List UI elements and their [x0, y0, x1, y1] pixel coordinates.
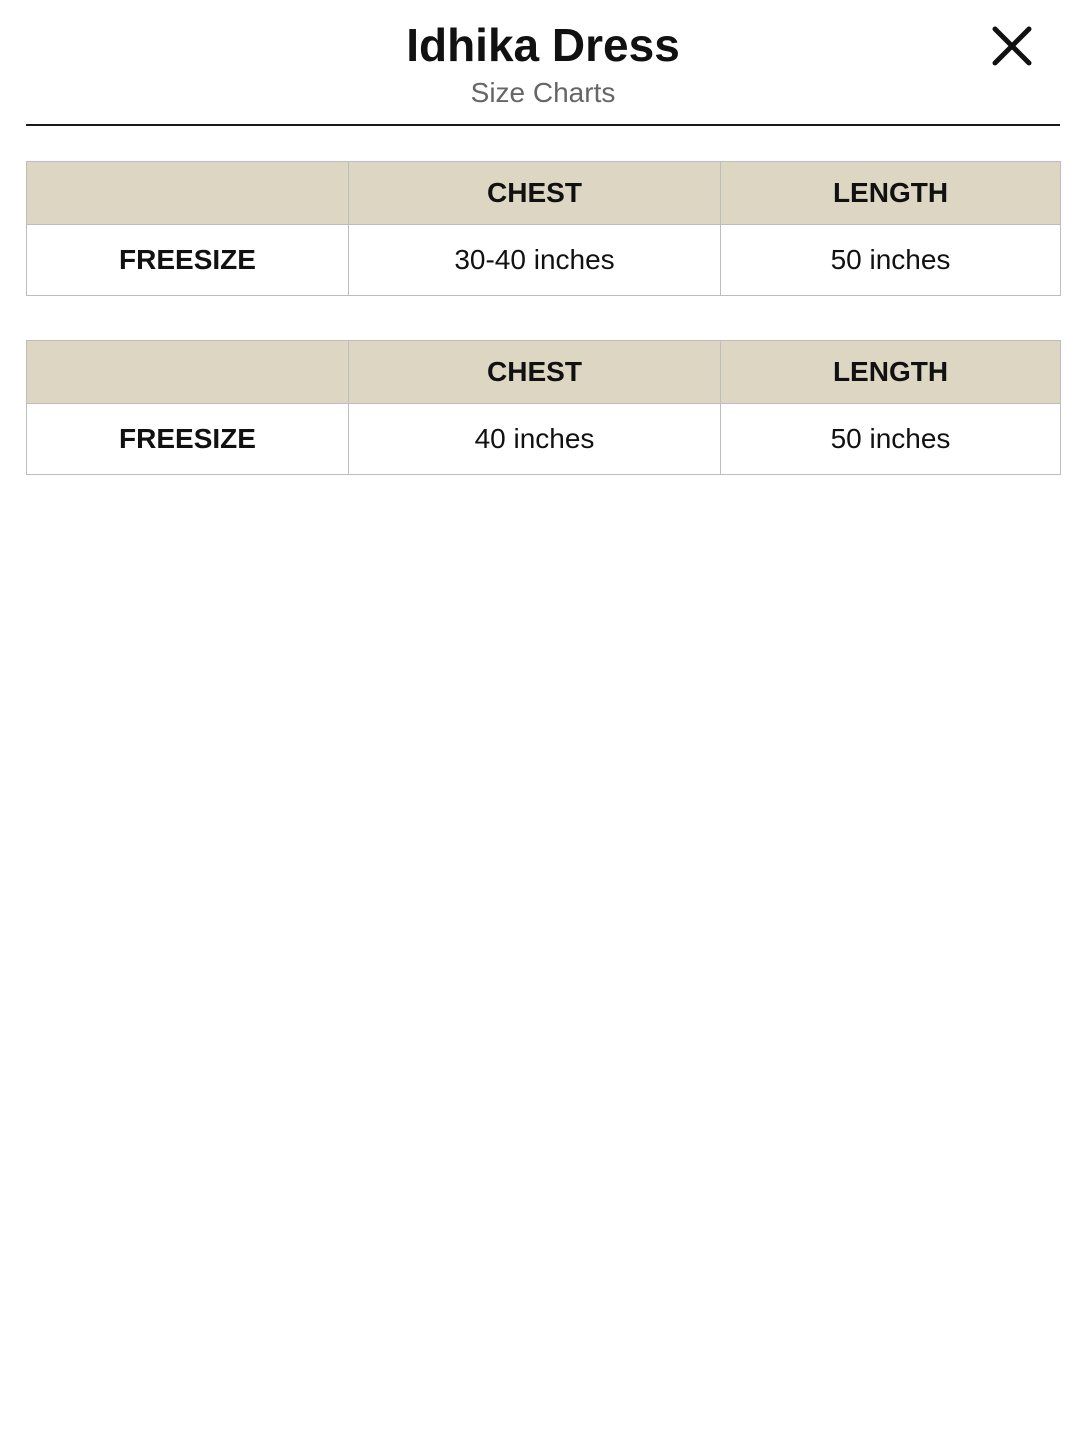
table-row [27, 404, 1061, 475]
length-cell: 50 inches [721, 404, 1061, 475]
page-title: Idhika Dress [406, 19, 680, 71]
close-icon [990, 24, 1034, 68]
header-cell-chest: CHEST [349, 341, 721, 404]
modal-header [26, 0, 1060, 126]
header-cell-length: LENGTH [721, 341, 1061, 404]
close-button[interactable] [990, 24, 1034, 68]
table-header-row [27, 162, 1061, 225]
table-row [27, 225, 1061, 296]
size-cell: FREESIZE [27, 404, 349, 475]
header-cell-length: LENGTH [721, 162, 1061, 225]
length-cell: 50 inches [721, 225, 1061, 296]
chest-cell: 40 inches [349, 404, 721, 475]
header-cell-size [27, 341, 349, 404]
size-chart-table-2 [26, 340, 1061, 475]
size-cell: FREESIZE [27, 225, 349, 296]
header-cell-size [27, 162, 349, 225]
chest-cell: 30-40 inches [349, 225, 721, 296]
header-cell-chest: CHEST [349, 162, 721, 225]
page-subtitle: Size Charts [470, 77, 616, 108]
table-header-row [27, 341, 1061, 404]
size-chart-table-1 [26, 161, 1061, 296]
